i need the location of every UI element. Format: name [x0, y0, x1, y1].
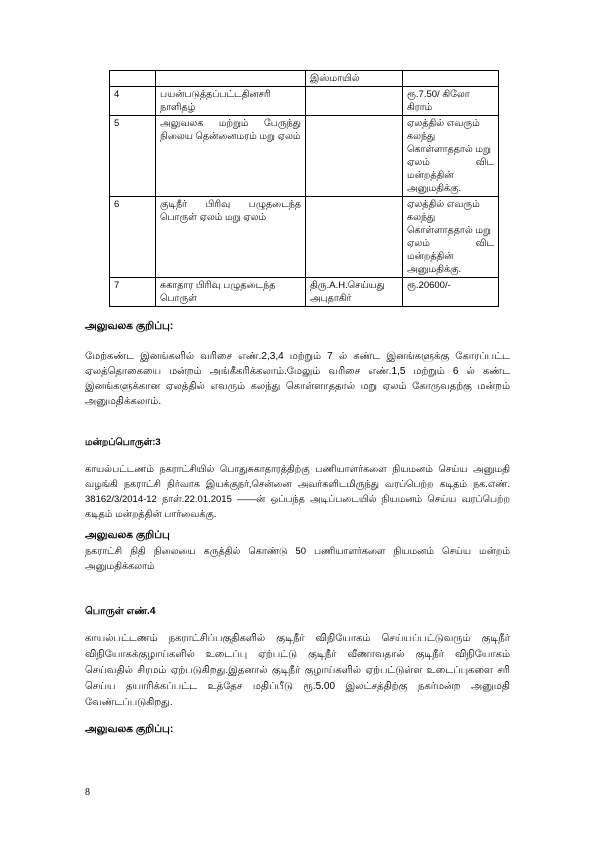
- table-row: [110, 87, 499, 116]
- council-item-3-text: காயல்பட்டணம் நகராட்சியில் பொதுசுகாதாரத்திற்கு பணியாளர்களை நியமனம் செய்ய அனுமதி வழங்கி நகராட்சி நிர்வாக இயக்குநர்,சென்னை அவர்களிடமிருந்து வரப்பெற்ற கடிதம் நக.எண். 38162/3/2014-12 நாள்.22.01.2015 ——ன் ஒப்பந்த அடிப்படையில் நியமனம் செய்ய வரப்பெற்ற கடிதம் மன்றத்தின் பார்வைக்கு.: [85, 464, 510, 520]
- remark-line: ஏலத்தில் எவரும்: [407, 118, 480, 129]
- bid-remarks: [403, 116, 499, 197]
- auction-table: [109, 70, 499, 307]
- page-number: 8: [85, 787, 90, 798]
- bid-amount: ரூ.20600/-: [403, 278, 499, 307]
- office-note-2-heading: அலுவலக குறிப்பு: [85, 529, 170, 541]
- table-row: [110, 116, 499, 197]
- remark-line: அனுமதிக்கு.: [407, 264, 462, 275]
- item-description: குடிநீர் பிரிவு பழுதடைந்த பொருள் ஏலம் மறு ஏலம்: [156, 197, 306, 278]
- row-number: [110, 71, 156, 87]
- remark-line: ஏலத்தில் எவரும்: [407, 199, 480, 210]
- office-note-text: மேற்கண்ட இனங்களில் வரிசை எண்.2,3,4 மற்றும் 7 ல் கண்ட இனங்களுக்கு கோரப்பட்ட ஏலத்தொகையை மன்றம் அங்கீகரிக்கலாம்.மேலும் வரிசை எண்.1,5 மற்றும் 6 ல் கண்ட இனங்களுக்கான ஏலத்தில் எவரும் கலந்து கொள்ளாததால் மறு ஏலம் கோருவதற்கு மன்றம் அனுமதிக்கலாம்.: [85, 351, 510, 407]
- remark-line: அனுமதிக்கு.: [407, 183, 462, 194]
- remark-line: கொள்ளாததால் மறு: [407, 225, 491, 236]
- row-number: 4: [110, 87, 156, 116]
- bidder-name: திரு.A.H.செய்யது அபுதாகிர்: [306, 278, 403, 307]
- office-note-2-text: நகராட்சி நிதி நிலையை கருத்தில் கொண்டு 50 பணியாளர்களை நியமனம் செய்ய மன்றம் அனுமதிக்கலாம்: [85, 546, 510, 572]
- row-number: 7: [110, 278, 156, 307]
- office-note-3-heading: அலுவலக குறிப்பு:: [85, 723, 174, 735]
- bid-amount: ரூ.7.50/ கிலோ கிராம்: [403, 87, 499, 116]
- row-number: 5: [110, 116, 156, 197]
- remark-line: கலந்து: [407, 212, 436, 223]
- council-item-3-heading: மன்றப்பொருள்:3: [85, 437, 161, 448]
- bid-remarks: [403, 197, 499, 278]
- table-row: [110, 197, 499, 278]
- item-4-heading: பொருள் எண்.4: [85, 606, 156, 617]
- item-description: பயன்படுத்தப்பட்டதினசரி நாளிதழ்: [156, 87, 306, 116]
- bidder-name: [306, 197, 403, 278]
- table-row: [110, 278, 499, 307]
- item-description: சுகாதார பிரிவு பழுதடைந்த பொருள்: [156, 278, 306, 307]
- item-4-text: காயல்பட்டணம் நகராட்சிப்பகுதிகளில் குடிநீர் விநியோகம் செய்யப்பட்டுவரும் குடிநீர் விநியோகக்குழாய்களில் உடைப்பு ஏற்பட்டு குடிநீர் வீணாவதால் குடிநீர் விநியோகம் செய்வதில் சிரமம் ஏற்படுகிறது.இதனால் குடிநீர் குழாய்களில் ஏற்பட்டுள்ள உடைப்புகளை சரி செய்ய தயாரிக்கப்பட்ட உத்தேச மதிப்பீடு ரூ.5.00 இலட்சத்திற்கு நகர்மன்ற அனுமதி வேண்டப்படுகிறது.: [85, 633, 510, 708]
- bidder-name: [306, 116, 403, 197]
- bid-amount: [403, 71, 499, 87]
- remark-line: ஏலம் விட மன்றத்தின்: [407, 157, 494, 181]
- item-description: அலுவலக மற்றும் பேருந்து நிலைய தென்னைமரம் மறு ஏலம்: [156, 116, 306, 197]
- bidder-name: இஸ்மாயில்: [306, 71, 403, 87]
- office-note-heading: அலுவலக குறிப்பு:: [85, 320, 174, 332]
- table-row: [110, 71, 499, 87]
- item-description: [156, 71, 306, 87]
- remark-line: கலந்து: [407, 131, 436, 142]
- remark-line: ஏலம் விட மன்றத்தின்: [407, 238, 494, 262]
- bidder-name: [306, 87, 403, 116]
- remark-line: கொள்ளாததால் மறு: [407, 144, 491, 155]
- row-number: 6: [110, 197, 156, 278]
